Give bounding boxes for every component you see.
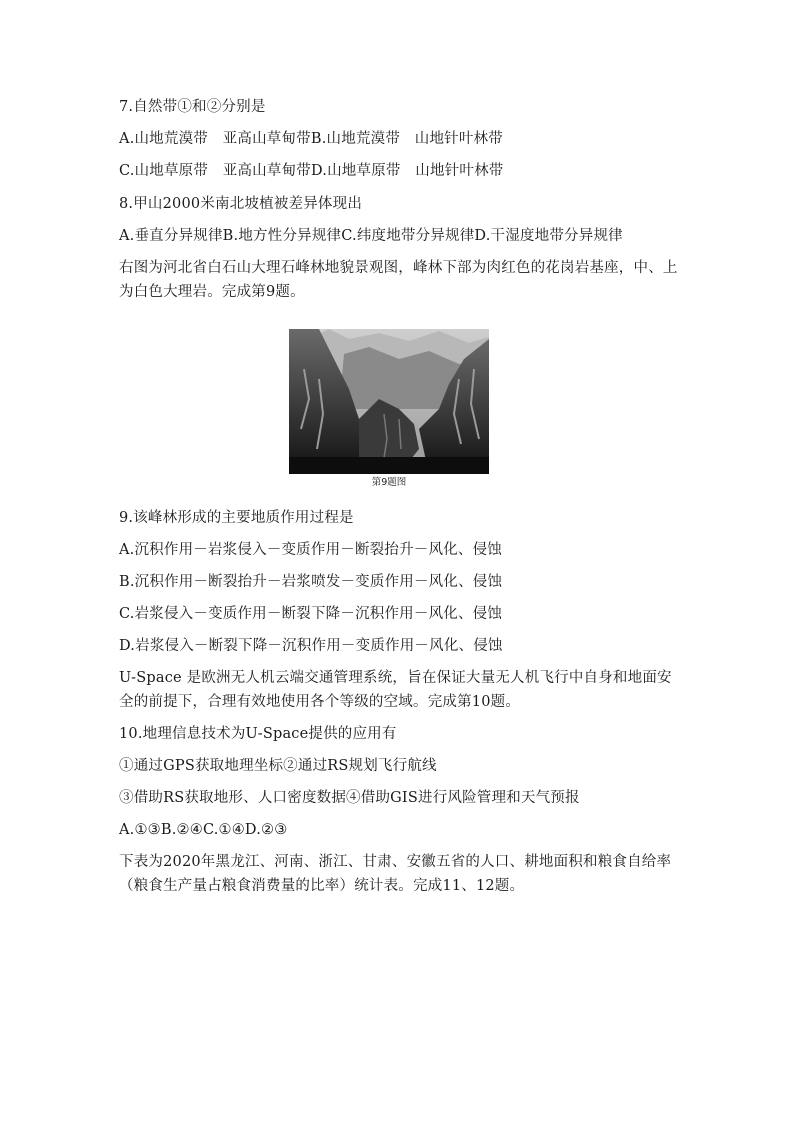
baishishan-landscape-photo [289,329,489,474]
q10-options: A.①③B.②④C.①④D.②③ [119,822,288,838]
q10-intro: U-Space 是欧洲无人机云端交通管理系统，旨在保证大量无人机飞行中自身和地面安全的前提下，合理有效地使用各个等级的空域。完成第10题。 [119,670,672,710]
figure-caption: 第9题图 [371,477,407,488]
q9-option-b: B.沉积作用－断裂抬升－岩浆喷发－变质作用－风化、侵蚀 [119,574,503,590]
q8-options: A.垂直分异规律B.地方性分异规律C.纬度地带分异规律D.干湿度地带分异规律 [119,228,623,244]
q9-intro: 右图为河北省白石山大理石峰林地貌景观图，峰林下部为肉红色的花岗岩基座，中、上为白色大理岩。完成第9题。 [119,260,678,300]
q9-stem: 9.该峰林形成的主要地质作用过程是 [119,510,354,526]
q8-stem: 8.甲山2000米南北坡植被差异体现出 [119,196,363,212]
q9-option-a: A.沉积作用－岩浆侵入－变质作用－断裂抬升－风化、侵蚀 [119,542,502,558]
q11-intro: 下表为2020年黑龙江、河南、浙江、甘肃、安徽五省的人口、耕地面积和粮食自给率（粮食生产量占粮食消费量的比率）统计表。完成11、12题。 [119,854,672,894]
q7-options-cd: C.山地草原带 亚高山草甸带D.山地草原带 山地针叶林带 [119,163,504,179]
q10-items-3-4: ③借助RS获取地形、人口密度数据④借助GIS进行风险管理和天气预报 [119,790,580,806]
q9-option-c: C.岩浆侵入－变质作用－断裂下降－沉积作用－风化、侵蚀 [119,606,503,622]
q10-items-1-2: ①通过GPS获取地理坐标②通过RS规划飞行航线 [119,758,437,774]
q9-option-d: D.岩浆侵入－断裂下降－沉积作用－变质作用－风化、侵蚀 [119,638,503,654]
q7-options-ab: A.山地荒漠带 亚高山草甸带B.山地荒漠带 山地针叶林带 [119,131,503,147]
q10-stem: 10.地理信息技术为U-Space提供的应用有 [119,726,397,742]
q7-stem: 7.自然带①和②分别是 [119,99,266,115]
